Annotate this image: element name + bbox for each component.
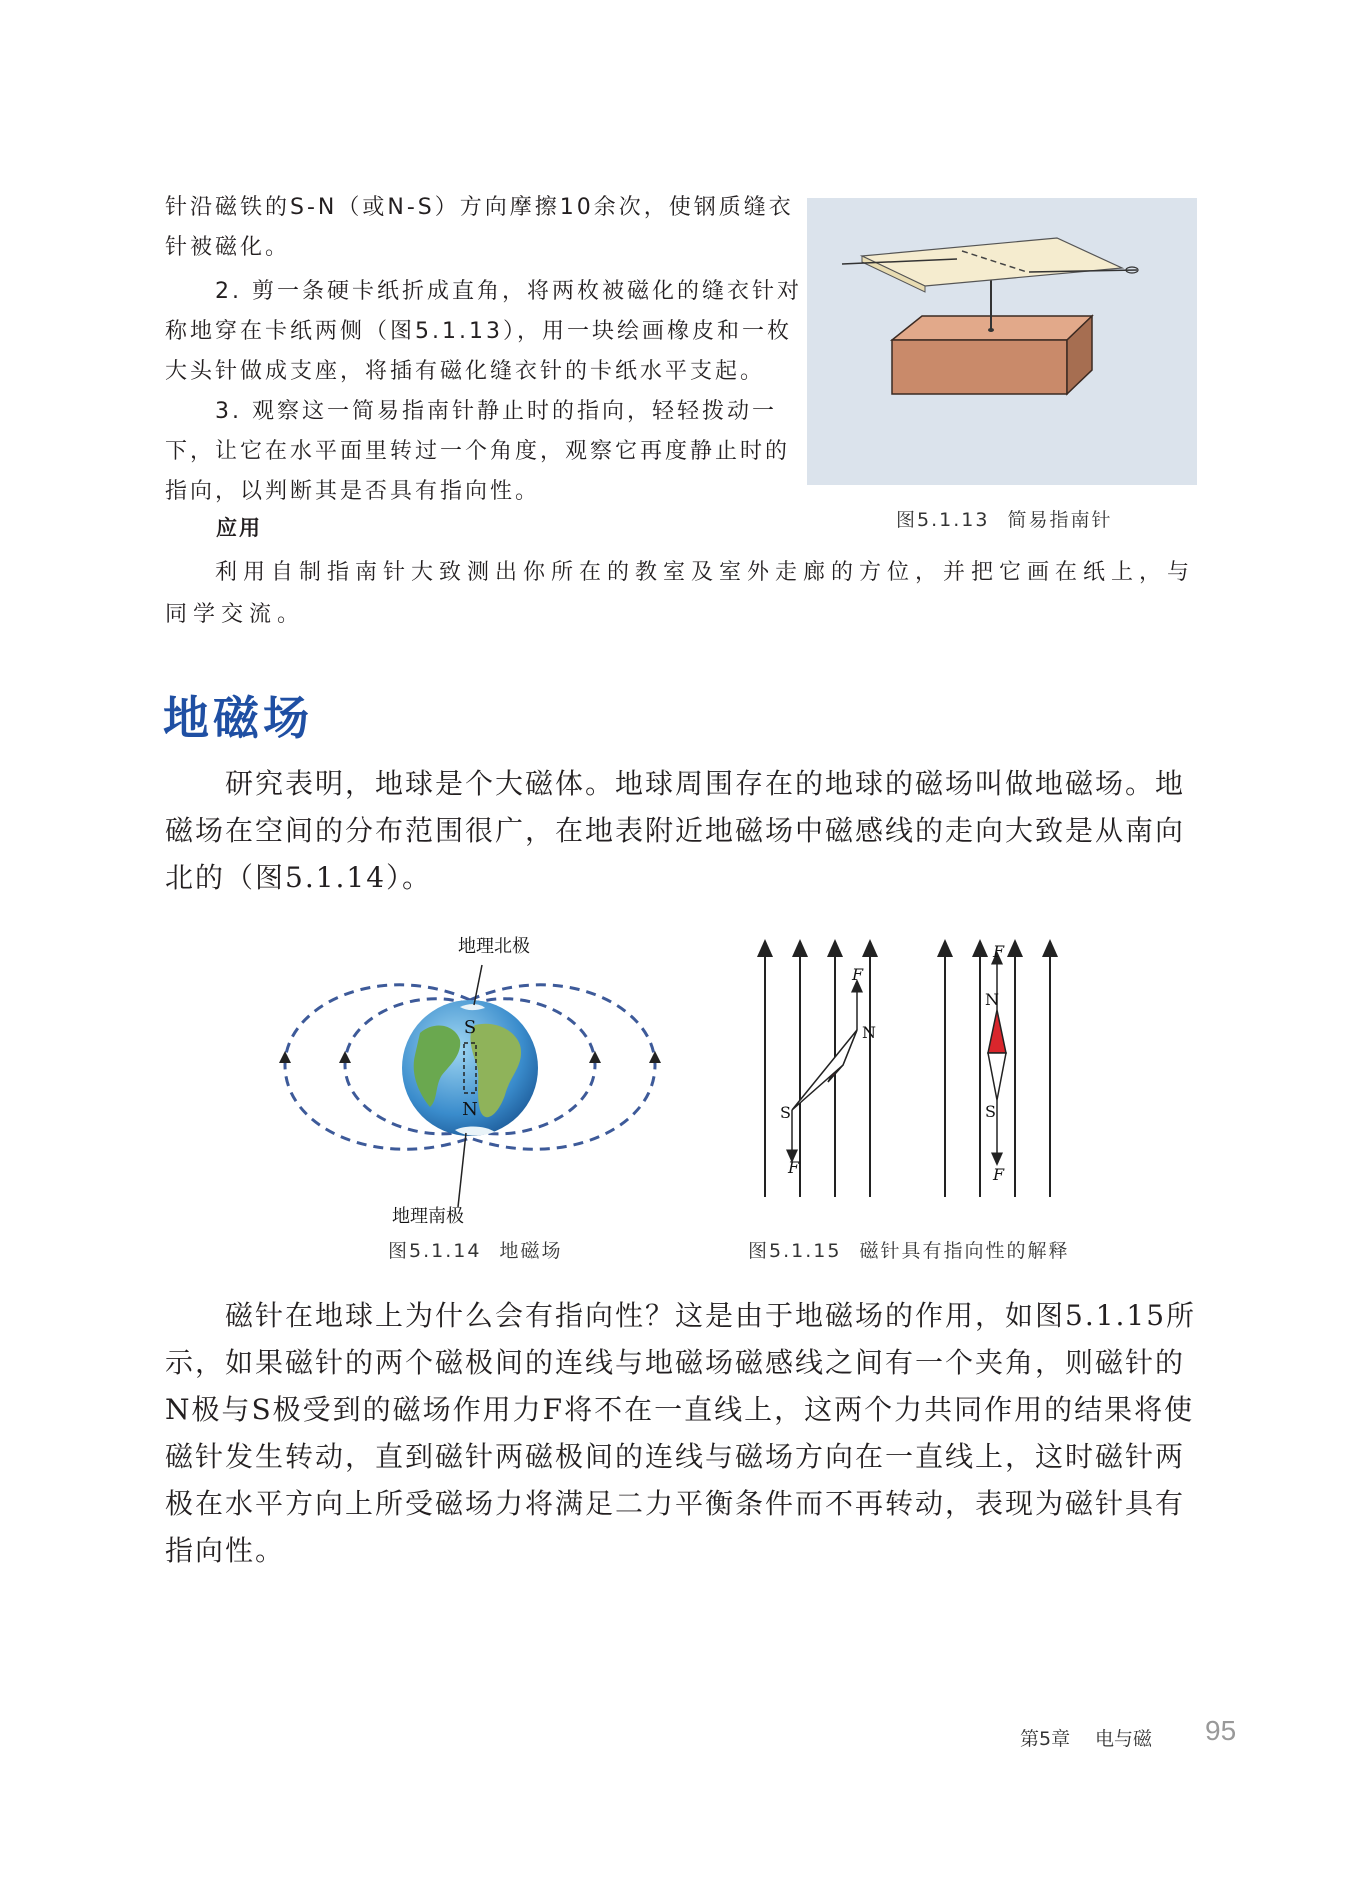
figure-number: 图5.1.13 — [896, 509, 990, 531]
simple-compass-illustration — [807, 198, 1197, 485]
application-text: 利用自制指南针大致测出你所在的教室及室外走廊的方位，并把它画在纸上，与同学交流。 — [165, 560, 1196, 627]
magnet-pole-s: S — [463, 1017, 477, 1038]
figure-earth-magnetic-field — [270, 925, 690, 1225]
earth-field-diagram — [270, 925, 690, 1225]
magnet-pole-n: N — [462, 1099, 478, 1120]
force-f-label-north: F — [852, 965, 864, 984]
tilted-needle-s-label: S — [780, 1103, 791, 1122]
figure-5-1-15-caption — [748, 1236, 1087, 1263]
needle-force-diagram — [740, 935, 1090, 1205]
aligned-needle-s-label: S — [985, 1102, 996, 1121]
aligned-force-f-label-south: F — [993, 1165, 1005, 1184]
figure-number: 图5.1.15 — [748, 1240, 842, 1262]
geographic-north-pole-label: 地理北极 — [458, 936, 530, 957]
figure-5-1-14-caption — [388, 1236, 580, 1263]
section-paragraph-1: 研究表明，地球是个大磁体。地球周围存在的地球的磁场叫做地磁场。地磁场在空间的分布范围很广，在地表附近地磁场中磁感线的走向大致是从南向北的（图5.1.14）。 — [165, 767, 1186, 894]
figure-needle-alignment — [740, 935, 1090, 1205]
experiment-step2: 2. 剪一条硬卡纸折成直角，将两枚被磁化的缝衣针对称地穿在卡纸两侧（图5.1.13），用一块绘画橡皮和一枚大头针做成支座，将插有磁化缝衣针的卡纸水平支起。 — [165, 279, 802, 384]
tilted-compass-needle — [792, 985, 857, 1157]
figure-title: 地磁场 — [499, 1240, 563, 1262]
experiment-step3: 3. 观察这一简易指南针静止时的指向，轻轻拨动一下，让它在水平面里转过一个角度，观察它再度静止时的指向，以判断其是否具有指向性。 — [165, 399, 791, 504]
force-f-label-south: F — [788, 1158, 800, 1177]
figure-simple-compass — [807, 198, 1197, 485]
experiment-step1-continued: 针沿磁铁的S-N（或N-S）方向摩擦10余次，使钢质缝衣针被磁化。 — [165, 195, 794, 260]
figure-5-1-13-caption — [896, 505, 1130, 532]
application-heading: 应用 — [216, 516, 262, 540]
figure-title: 简易指南针 — [1007, 509, 1113, 531]
section-paragraph-2: 磁针在地球上为什么会有指向性？这是由于地磁场的作用，如图5.1.15所示，如果磁针的两个磁极间的连线与地磁场磁感线之间有一个夹角，则磁针的N极与S极受到的磁场作用力F将不在一直线上，这两个力共同作用的结果将使磁针发生转动，直到磁针两磁极间的连线与磁场方向在一直线上，这时磁针两极在水平方向上所受磁场力将满足二力平衡条件而不再转动，表现为磁针具有指向性。 — [165, 1299, 1197, 1567]
figure-title: 磁针具有指向性的解释 — [859, 1240, 1070, 1262]
footer-chapter-number: 第5章 — [1020, 1728, 1071, 1750]
figure-number: 图5.1.14 — [388, 1240, 482, 1262]
section-title: 地磁场 — [163, 691, 313, 745]
aligned-force-f-label-north: F — [993, 942, 1005, 961]
page-number: 95 — [1205, 1715, 1237, 1746]
aligned-compass-needle — [988, 957, 1006, 1160]
tilted-needle-n-label: N — [862, 1023, 876, 1042]
aligned-needle-n-label: N — [985, 990, 999, 1009]
footer-chapter-title: 电与磁 — [1095, 1728, 1153, 1750]
field-line-group — [765, 947, 1050, 1197]
geographic-south-pole-label: 地理南极 — [392, 1206, 464, 1225]
